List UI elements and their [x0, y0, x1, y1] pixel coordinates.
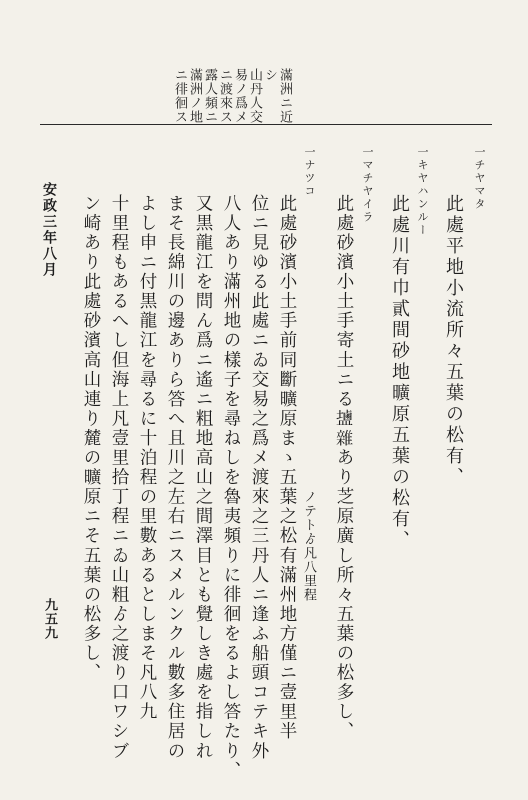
header-rule [40, 124, 492, 125]
entry-text-line: 十里程もあるへし但海上凡壹里拾丁程ニゐ山粗ゟ之渡り口ワシブ [109, 194, 129, 761]
document-date: 安政三年八月 [41, 182, 57, 278]
entry-heading: 一マチヤイラ [361, 146, 374, 224]
page-number: 九五九 [42, 598, 57, 640]
header-line: シ [262, 68, 277, 82]
entry-text-line: 又黒龍江を問ん爲ニ遙ニ粗地高山之間澤目とも覺しき處を指しれ [193, 194, 213, 761]
header-line: 易ノ爲メ [232, 68, 247, 124]
header-line: ニ徘徊ス [172, 68, 187, 124]
header-line: ニ渡來ス [217, 68, 232, 124]
entry-text-line: ン崎あり此處砂濱高山連り麓の曠原ニそ五葉の松多し、 [81, 194, 101, 683]
entry-text: 此處砂濱小土手寄土ニる𪉩雜あり芝原廣し所々五葉の松多し、 [334, 194, 354, 742]
entry-text-line: まそ長綿川の邊ありら答へ且川之左右ニスメルンクル數多住居の [165, 194, 185, 761]
entry-text-line: 此處砂濱小土手前同斷曠原まゝ五葉之松有滿州地方僅ニ壹里半 [277, 194, 297, 742]
entry-heading: 一チヤマタ [473, 146, 486, 211]
entry-text: 此處平地小流所々五葉の松有、 [443, 194, 464, 488]
header-line: 山丹人交 [247, 68, 262, 124]
header-line: 露人頻ニ [202, 68, 217, 124]
entry-heading: 一ナツコ [303, 146, 316, 198]
entry-text-line: 位ニ見ゆる此處ニゐ交易之爲メ渡來之三丹人ニ逢ふ船頭コテキ外 [249, 194, 269, 761]
header-line: 滿洲ノ地 [187, 68, 202, 124]
entry-text-line: よし申ニ付黒龍江を尋るに十泊程の里數あるとしまそ凡八九 [137, 194, 157, 722]
entry-text-line: 八人あり滿州地の樣子を尋ねしを魯夷頻りに徘徊をるよし答たり、 [221, 194, 241, 781]
entry-text: 此處川有巾貳間砂地曠原五葉の松有、 [389, 194, 410, 551]
entry-heading: 一キヤハンルー [416, 146, 429, 237]
header-line: 滿洲ニ近 [277, 68, 292, 124]
entry-distance-note: ノテトゟ凡八里程 [301, 490, 316, 602]
